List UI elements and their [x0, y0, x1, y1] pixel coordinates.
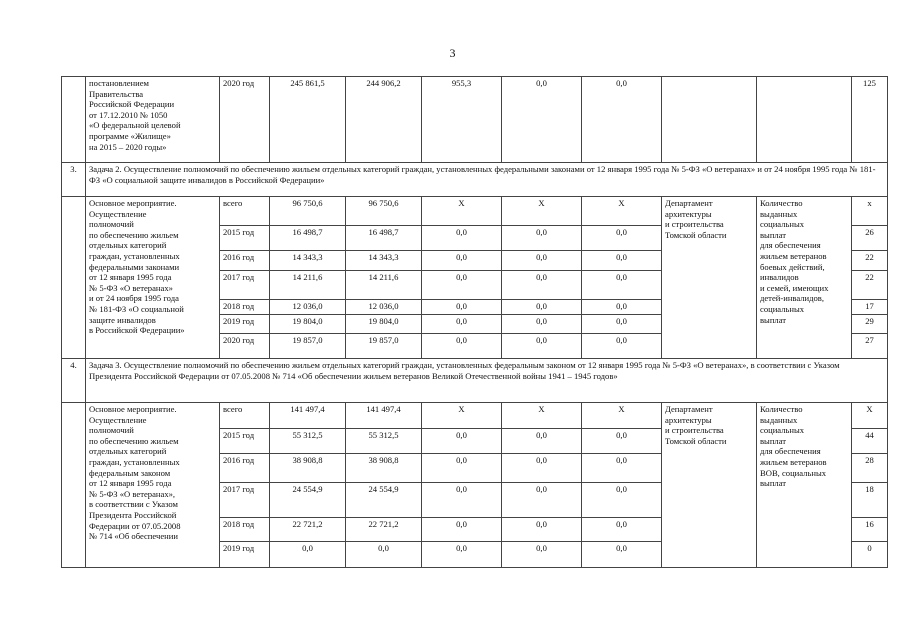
- year-cell: 2018 год: [220, 518, 270, 542]
- measure-description: постановлением Правительства Российской Федерации от 17.12.2010 № 1050 «О федеральной целевой программе «Жилище» на 2015 – 2020 годы»: [86, 77, 220, 163]
- department-cell: Департамент архитектуры и строительства Томской области: [662, 197, 757, 359]
- year-cell: 2020 год: [220, 334, 270, 359]
- indicator-value-cell: 18: [852, 483, 888, 518]
- indicator-value-cell: 22: [852, 271, 888, 300]
- regional-funding-cell: 0,0: [422, 334, 502, 359]
- total-funding-cell: 19 804,0: [270, 315, 346, 334]
- indicator-cell: Количество выданных социальных выплат для обеспечения жильем ветеранов ВОВ, социальных выплат: [757, 403, 852, 568]
- regional-funding-cell: 0,0: [422, 542, 502, 568]
- local-funding-cell: 0,0: [502, 483, 582, 518]
- task-number: 3.: [62, 163, 86, 197]
- regional-funding-cell: 0,0: [422, 483, 502, 518]
- indicator-cell: Количество выданных социальных выплат для обеспечения жильем ветеранов боевых действий, инвалидов и семей, имеющих детей-инвалидов, социальных выплат: [757, 197, 852, 359]
- year-cell: 2017 год: [220, 271, 270, 300]
- federal-funding-cell: 19 804,0: [346, 315, 422, 334]
- year-cell: 2019 год: [220, 315, 270, 334]
- federal-funding-cell: 24 554,9: [346, 483, 422, 518]
- federal-funding-cell: 96 750,6: [346, 197, 422, 226]
- indicator-value-cell: 17: [852, 300, 888, 315]
- other-funding-cell: X: [582, 403, 662, 429]
- year-cell: всего: [220, 197, 270, 226]
- indicator-value-cell: 26: [852, 226, 888, 251]
- local-funding-cell: 0,0: [502, 518, 582, 542]
- local-funding-cell: 0,0: [502, 271, 582, 300]
- department-cell: Департамент архитектуры и строительства Томской области: [662, 403, 757, 568]
- federal-funding-cell: 14 343,3: [346, 251, 422, 271]
- local-funding-cell: 0,0: [502, 251, 582, 271]
- total-funding-cell: 96 750,6: [270, 197, 346, 226]
- year-cell: 2020 год: [220, 77, 270, 163]
- task-row: [62, 359, 888, 403]
- local-funding-cell: 0,0: [502, 315, 582, 334]
- total-funding-cell: 38 908,8: [270, 454, 346, 483]
- other-funding-cell: 0,0: [582, 251, 662, 271]
- row-number-cell: [62, 403, 86, 568]
- federal-funding-cell: 38 908,8: [346, 454, 422, 483]
- row-number-cell: [62, 197, 86, 359]
- other-funding-cell: X: [582, 197, 662, 226]
- total-funding-cell: 24 554,9: [270, 483, 346, 518]
- indicator-value-cell: 44: [852, 429, 888, 454]
- local-funding-cell: X: [502, 403, 582, 429]
- program-table: [61, 76, 888, 568]
- total-funding-cell: 55 312,5: [270, 429, 346, 454]
- year-cell: 2015 год: [220, 226, 270, 251]
- indicator-value-cell: X: [852, 403, 888, 429]
- other-funding-cell: 0,0: [582, 518, 662, 542]
- task-title: Задача 3. Осуществление полномочий по обеспечению жильем отдельных категорий граждан, установленных федеральным законом от 12 января 1995 года № 5-ФЗ «О ветеранах», в соответствии с Указом Президента Российской Федерации от 07.05.2008 № 714 «Об обеспечении жильем ветеранов Великой Отечественной войны 1941 – 1945 годов»: [86, 359, 888, 403]
- indicator-value-cell: 125: [852, 77, 888, 163]
- other-funding-cell: 0,0: [582, 542, 662, 568]
- other-funding-cell: 0,0: [582, 454, 662, 483]
- year-cell: 2016 год: [220, 251, 270, 271]
- local-funding-cell: 0,0: [502, 226, 582, 251]
- total-funding-cell: 245 861,5: [270, 77, 346, 163]
- local-funding-cell: 0,0: [502, 542, 582, 568]
- department-cell: [662, 77, 757, 163]
- measure-description: Основное мероприятие. Осуществление полномочий по обеспечению жильем отдельных категорий граждан, установленных федеральным законом от 12 января 1995 года № 5-ФЗ «О ветеранах», в соответствии с Указом Президента Российской Федерации от 07.05.2008 № 714 «Об обеспечении: [86, 403, 220, 568]
- regional-funding-cell: 0,0: [422, 271, 502, 300]
- local-funding-cell: X: [502, 197, 582, 226]
- row-number-cell: [62, 77, 86, 163]
- total-funding-cell: 14 343,3: [270, 251, 346, 271]
- other-funding-cell: 0,0: [582, 483, 662, 518]
- regional-funding-cell: 0,0: [422, 300, 502, 315]
- total-funding-cell: 19 857,0: [270, 334, 346, 359]
- federal-funding-cell: 16 498,7: [346, 226, 422, 251]
- local-funding-cell: 0,0: [502, 300, 582, 315]
- federal-funding-cell: 14 211,6: [346, 271, 422, 300]
- indicator-value-cell: x: [852, 197, 888, 226]
- regional-funding-cell: 0,0: [422, 315, 502, 334]
- other-funding-cell: 0,0: [582, 315, 662, 334]
- regional-funding-cell: X: [422, 197, 502, 226]
- federal-funding-cell: 55 312,5: [346, 429, 422, 454]
- indicator-value-cell: 27: [852, 334, 888, 359]
- total-funding-cell: 12 036,0: [270, 300, 346, 315]
- indicator-value-cell: 29: [852, 315, 888, 334]
- year-cell: 2017 год: [220, 483, 270, 518]
- task-number: 4.: [62, 359, 86, 403]
- total-funding-cell: 0,0: [270, 542, 346, 568]
- year-cell: 2019 год: [220, 542, 270, 568]
- indicator-value-cell: 16: [852, 518, 888, 542]
- federal-funding-cell: 12 036,0: [346, 300, 422, 315]
- measure-description: Основное мероприятие. Осуществление полномочий по обеспечению жильем отдельных категорий граждан, установленных федеральными законами от 12 января 1995 года № 5-ФЗ «О ветеранах» и от 24 ноября 1995 года № 181-ФЗ «О социальной защите инвалидов в Российской Федерации»: [86, 197, 220, 359]
- indicator-value-cell: 22: [852, 251, 888, 271]
- federal-funding-cell: 22 721,2: [346, 518, 422, 542]
- table-body: [62, 77, 888, 568]
- regional-funding-cell: 955,3: [422, 77, 502, 163]
- regional-funding-cell: 0,0: [422, 518, 502, 542]
- other-funding-cell: 0,0: [582, 226, 662, 251]
- other-funding-cell: 0,0: [582, 429, 662, 454]
- local-funding-cell: 0,0: [502, 454, 582, 483]
- total-funding-cell: 14 211,6: [270, 271, 346, 300]
- task-title: Задача 2. Осуществление полномочий по обеспечению жильем отдельных категорий граждан, установленных федеральными законами от 12 января 1995 года № 5-ФЗ «О ветеранах» и от 24 ноября 1995 года № 181-ФЗ «О социальной защите инвалидов в Российской Федерации»: [86, 163, 888, 197]
- indicator-value-cell: 28: [852, 454, 888, 483]
- year-cell: всего: [220, 403, 270, 429]
- total-funding-cell: 16 498,7: [270, 226, 346, 251]
- federal-funding-cell: 19 857,0: [346, 334, 422, 359]
- regional-funding-cell: 0,0: [422, 251, 502, 271]
- federal-funding-cell: 0,0: [346, 542, 422, 568]
- regional-funding-cell: 0,0: [422, 454, 502, 483]
- local-funding-cell: 0,0: [502, 334, 582, 359]
- year-cell: 2018 год: [220, 300, 270, 315]
- table-row: [62, 77, 888, 163]
- regional-funding-cell: X: [422, 403, 502, 429]
- table-row: [62, 403, 888, 429]
- federal-funding-cell: 141 497,4: [346, 403, 422, 429]
- local-funding-cell: 0,0: [502, 429, 582, 454]
- total-funding-cell: 22 721,2: [270, 518, 346, 542]
- indicator-value-cell: 0: [852, 542, 888, 568]
- other-funding-cell: 0,0: [582, 77, 662, 163]
- other-funding-cell: 0,0: [582, 334, 662, 359]
- local-funding-cell: 0,0: [502, 77, 582, 163]
- other-funding-cell: 0,0: [582, 271, 662, 300]
- regional-funding-cell: 0,0: [422, 429, 502, 454]
- year-cell: 2016 год: [220, 454, 270, 483]
- year-cell: 2015 год: [220, 429, 270, 454]
- indicator-cell: [757, 77, 852, 163]
- regional-funding-cell: 0,0: [422, 226, 502, 251]
- table-row: [62, 197, 888, 226]
- page-number: 3: [449, 46, 456, 60]
- total-funding-cell: 141 497,4: [270, 403, 346, 429]
- other-funding-cell: 0,0: [582, 300, 662, 315]
- federal-funding-cell: 244 906,2: [346, 77, 422, 163]
- task-row: [62, 163, 888, 197]
